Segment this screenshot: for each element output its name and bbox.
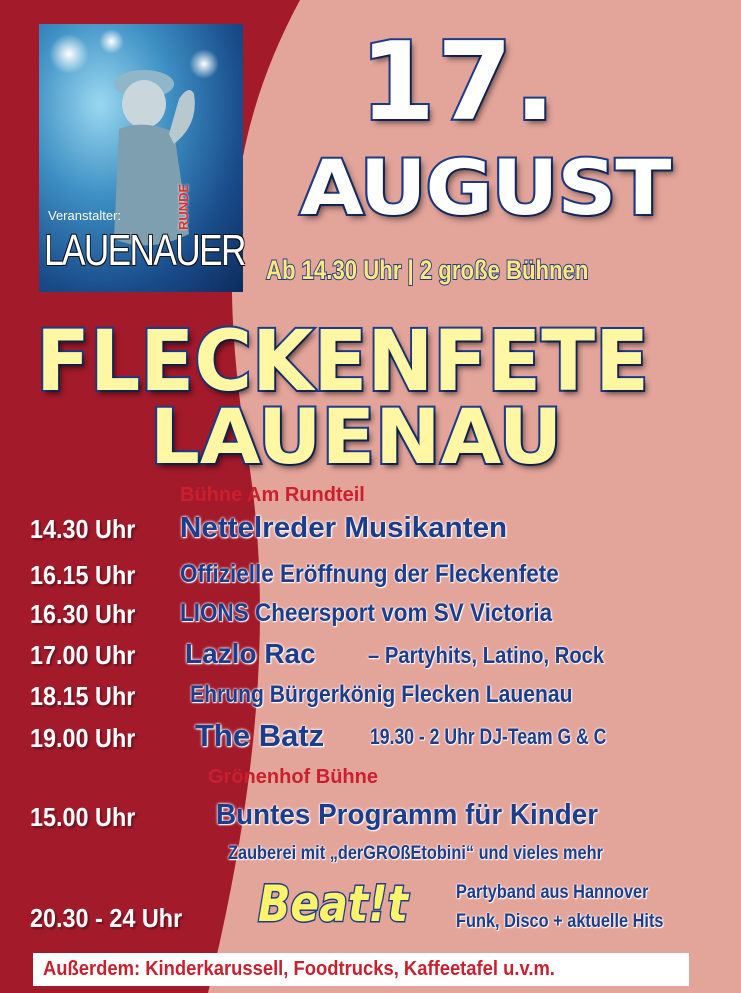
date-day: 17. — [360, 20, 558, 145]
schedule-time: 19.00 Uhr — [30, 723, 136, 753]
schedule-act: Lazlo Rac — [185, 638, 316, 669]
schedule-time: 16.30 Uhr — [30, 599, 136, 629]
schedule-act: Offizielle Eröffnung der Fleckenfete — [180, 560, 559, 588]
schedule-act: Ehrung Bürgerkönig Flecken Lauenau — [190, 681, 573, 708]
schedule-time: 18.15 Uhr — [30, 681, 136, 711]
schedule-time: 15.00 Uhr — [30, 802, 136, 832]
stage2-heading: Grönenhof Bühne — [208, 766, 378, 788]
schedule-note: Zauberei mit „derGROßEtobini“ und vieles mehr — [228, 843, 603, 864]
stage1-heading: Bühne Am Rundteil — [180, 484, 365, 506]
organizer-logo-name: LAUENAUER — [44, 226, 245, 275]
start-time-stages: Ab 14.30 Uhr | 2 große Bühnen — [266, 255, 589, 285]
schedule-act: Nettelreder Musikanten — [180, 512, 508, 544]
organizer-label: Veranstalter: — [48, 208, 121, 223]
schedule-time: 14.30 Uhr — [30, 514, 136, 544]
event-title-line2: LAUENAU — [150, 392, 563, 481]
date-month: AUGUST — [300, 143, 671, 232]
extras-bar — [33, 953, 689, 986]
event-title-line1: FLECKENFETE — [36, 312, 650, 410]
schedule-note: – Partyhits, Latino, Rock — [368, 642, 605, 668]
finale-desc-line1: Partyband aus Hannover — [456, 882, 649, 903]
extras-text: Außerdem: Kinderkarussell, Foodtrucks, Kaffeetafel u.v.m. — [43, 958, 555, 980]
schedule-time: 16.15 Uhr — [30, 560, 136, 590]
schedule-act: The Batz — [195, 718, 325, 753]
finale-band-logo: Beat!t — [258, 875, 408, 933]
schedule-act: Buntes Programm für Kinder — [216, 799, 599, 831]
schedule-act: LIONS Cheersport vom SV Victoria — [180, 599, 553, 627]
finale-time: 20.30 - 24 Uhr — [30, 903, 183, 933]
schedule-note: 19.30 - 2 Uhr DJ-Team G & C — [370, 724, 607, 749]
schedule-time: 17.00 Uhr — [30, 640, 136, 670]
organizer-logo-runde: RUNDE — [176, 183, 191, 230]
finale-desc-line2: Funk, Disco + aktuelle Hits — [456, 911, 664, 932]
